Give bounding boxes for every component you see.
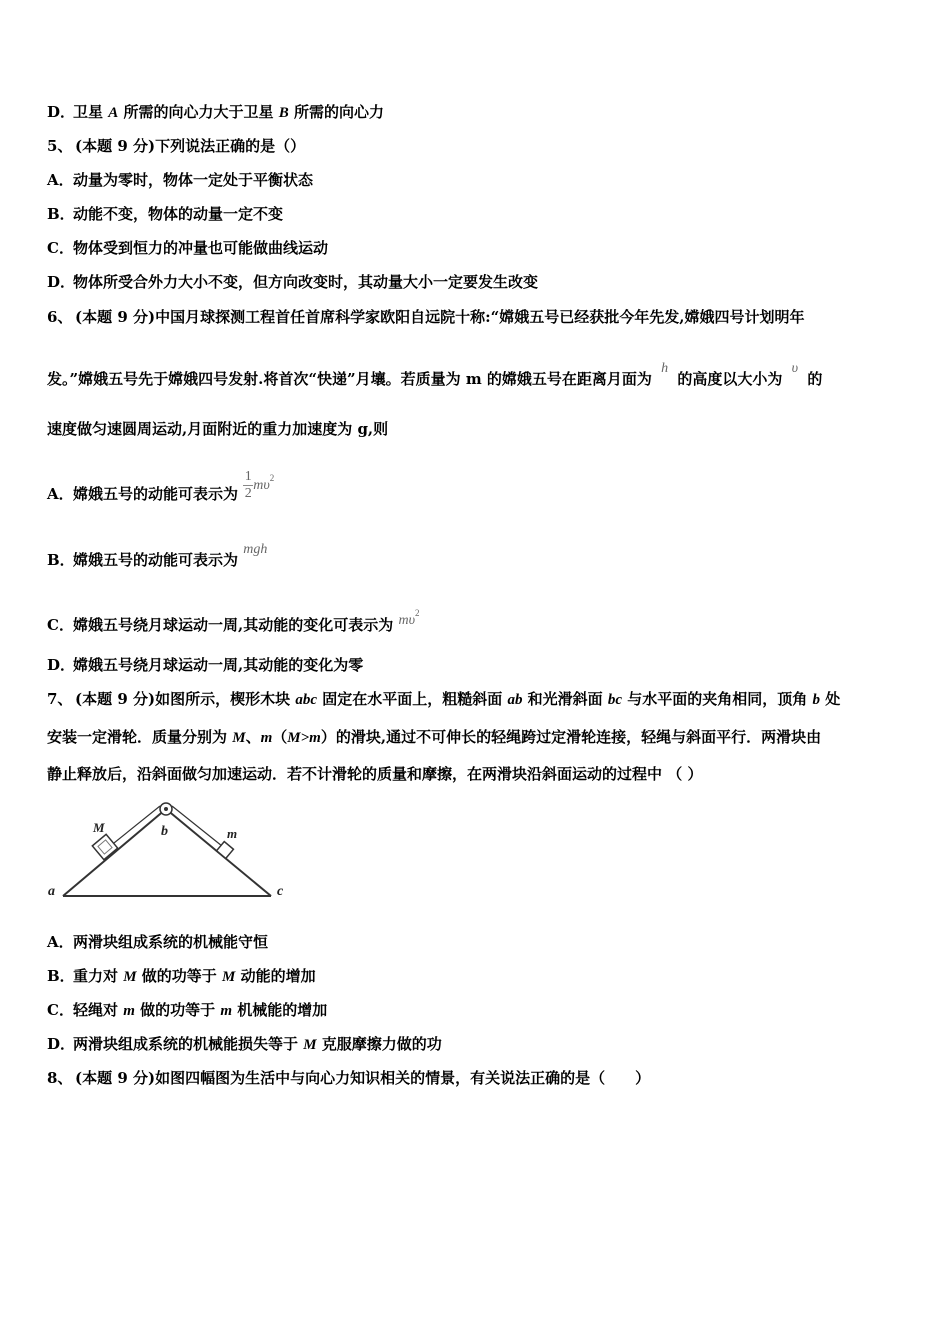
height-symbol: h: [661, 361, 669, 376]
incline-ab: [63, 809, 166, 896]
q7-option-a: A．两滑块组成系统的机械能守恒: [47, 933, 269, 951]
label-b: b: [161, 824, 168, 839]
question-number: 7、: [47, 690, 73, 708]
q6-stem-line1: 6、 (本题 9 分)中国月球探测工程首任首席科学家欧阳自远院十称:“嫦娥五号已经获批今年先发,嫦娥四号计划明年: [47, 308, 805, 326]
q6-option-b: B．嫦娥五号的动能可表示为 mgh: [47, 542, 268, 569]
question-number: 8、: [47, 1069, 73, 1087]
q7-option-c: C．轻绳对 m 做的功等于 m 机械能的增加: [47, 1001, 328, 1019]
q5-option-a: A．动量为零时，物体一定处于平衡状态: [47, 171, 314, 189]
energy-change-formula: $m\upsilon^2$: [398, 608, 420, 628]
q5-option-c: C．物体受到恒力的冲量也可能做曲线运动: [47, 239, 329, 257]
q6-stem-line3: 速度做匀速圆周运动,月面附近的重力加速度为 g,则: [47, 420, 389, 438]
label-c: c: [277, 884, 284, 899]
q6-stem-line2: 发。”嫦娥五号先于嫦娥四号发射.将首次“快递”月壤。若质量为 m 的嫦娥五号在距离月面为 h 的高度以大小为 υ 的: [47, 361, 823, 388]
q7-stem-line2: 安装一定滑轮．质量分别为 M、m（M>m）的滑块,通过不可伸长的轻绳跨过定滑轮连接，轻绳与斜面平行．两滑块由: [47, 728, 822, 746]
q6-option-c: C．嫦娥五号绕月球运动一周,其动能的变化可表示为 $m\upsilon^2$: [47, 608, 420, 634]
q7-stem-line1: 7、 (本题 9 分)如图所示，楔形木块 abc 固定在水平面上，粗糙斜面 ab 和光滑斜面 bc 与水平面的夹角相同，顶角 b 处: [47, 690, 841, 708]
q5-stem: 5、 (本题 9 分)下列说法正确的是（）: [47, 137, 306, 155]
option-label: D．: [47, 103, 76, 121]
q4-option-d: D．卫星 A 所需的向心力大于卫星 B 所需的向心力: [47, 103, 384, 121]
potential-formula: mgh: [243, 542, 268, 557]
label-m: m: [227, 826, 238, 841]
velocity-symbol: υ: [791, 361, 799, 376]
q7-stem-line3: 静止释放后，沿斜面做匀加速运动．若不计滑轮的质量和摩擦，在两滑块沿斜面运动的过程中 （ ）: [47, 765, 703, 783]
wedge-pulley-figure: [45, 795, 295, 905]
q5-option-d: D．物体所受合外力大小不变，但方向改变时，其动量大小一定要发生改变: [47, 273, 539, 291]
rope-left: [109, 806, 160, 847]
question-number: 5、: [47, 137, 73, 155]
q6-option-a: A．嫦娥五号的动能可表示为 $\frac{1}{2}$ $m\upsilon^2$: [47, 469, 275, 503]
fraction: $\frac{1}{2}$: [244, 469, 252, 502]
question-number: 6、: [47, 308, 73, 326]
label-a: a: [48, 884, 55, 899]
block-M: [92, 834, 117, 859]
q8-stem: 8、 (本题 9 分)如图四幅图为生活中与向心力知识相关的情景，有关说法正确的是（ ）: [47, 1069, 651, 1087]
kinetic-energy-formula: $\frac{1}{2}$ $m\upsilon^2$: [244, 469, 275, 502]
q7-option-b: B．重力对 M 做的功等于 M 动能的增加: [47, 967, 316, 985]
q5-option-b: B．动能不变，物体的动量一定不变: [47, 205, 284, 223]
label-M: M: [93, 820, 105, 835]
rope-right: [172, 806, 222, 846]
q7-option-d: D．两滑块组成系统的机械能损失等于 M 克服摩擦力做的功: [47, 1035, 442, 1053]
q6-option-d: D．嫦娥五号绕月球运动一周,其动能的变化为零: [47, 656, 364, 674]
